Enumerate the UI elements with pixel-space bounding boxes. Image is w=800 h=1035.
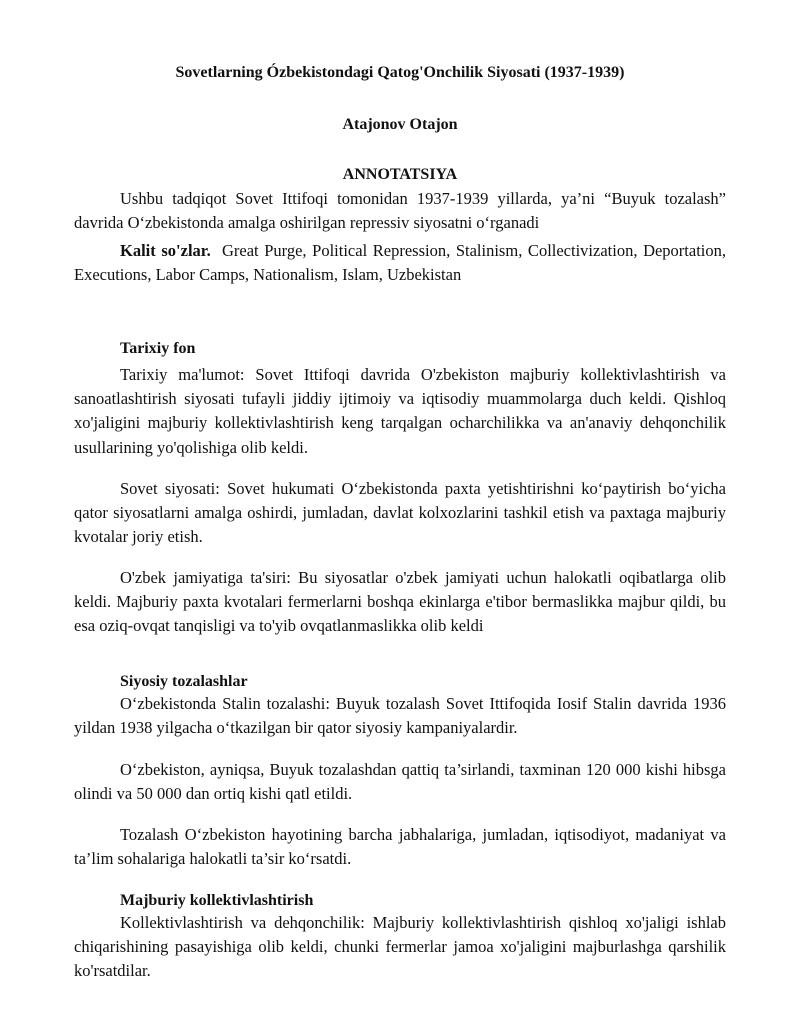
historical-paragraph-2: Sovet siyosati: Sovet hukumati O‘zbekistonda paxta yetishtirishni ko‘paytirish bo‘yicha qator siyosatlarni amalga oshirdi, jumladan, davlat kolxozlarini tashkil etish va paxtaga majburiy kvotalar joriy etish. [74, 479, 726, 547]
historical-paragraph-1: Tarixiy ma'lumot: Sovet Ittifoqi davrida O'zbekiston majburiy kollektivlashtirish va sanoatlashtirish siyosati tufayli jiddiy ijtimoiy va iqtisodiy muammolarga duch keldi. Qishloq xo'jaligini majburiy kollektivlashtirish keng tarqalgan ocharchilikka va an'anaviy dehqonchilik usullarining yo'qolishiga olib keldi. [74, 365, 726, 457]
section-heading-historical: Tarixiy fon [120, 340, 196, 357]
annotation-heading: ANNOTATSIYA [342, 166, 458, 183]
author-name: Atajonov Otajon [342, 116, 458, 133]
purges-paragraph-3: Tozalash O‘zbekiston hayotining barcha jabhalariga, jumladan, iqtisodiyot, madaniyat va ta’lim sohalariga halokatli ta’sir ko‘rsatdi. [74, 825, 726, 869]
section-heading-purges: Siyosiy tozalashlar [120, 673, 248, 690]
section-heading-collectivization: Majburiy kollektivlashtirish [120, 892, 314, 909]
purges-paragraph-1: O‘zbekistonda Stalin tozalashi: Buyuk tozalash Sovet Ittifoqida Iosif Stalin davrida 1936 yildan 1938 yilgacha o‘tkazilgan bir qator siyosiy kampaniyalardir. [74, 694, 726, 738]
paper-title: Sovetlarning Ózbekistondagi Qatog'Onchilik Siyosati (1937-1939) [175, 64, 625, 81]
historical-paragraph-3: O'zbek jamiyatiga ta'siri: Bu siyosatlar o'zbek jamiyati uchun halokatli oqibatlarga olib keldi. Majburiy paxta kvotalari fermerlarni boshqa ekinlarga e'tibor bermaslikka majbur qildi, bu esa oziq-ovqat tanqisligi va to'yib ovqatlanmaslikka olib keldi [74, 568, 726, 636]
keywords-list: Great Purge, Political Repression, Stalinism, Collectivization, Deportation, Executions, Labor Camps, Nationalism, Islam, Uzbekistan [74, 241, 726, 285]
collectivization-paragraph-1: Kollektivlashtirish va dehqonchilik: Majburiy kollektivlashtirish qishloq xo'jaligi ishlab chiqarishining pasayishiga olib keldi, chunki fermerlar jamoa xo'jaligini majburlashga qarshilik ko'rsatdilar. [74, 913, 726, 981]
annotation-text: Ushbu tadqiqot Sovet Ittifoqi tomonidan 1937-1939 yillarda, ya’ni “Buyuk tozalash” davrida O‘zbekistonda amalga oshirilgan repressiv siyosatni o‘rganadi [74, 189, 726, 233]
purges-paragraph-2: O‘zbekiston, ayniqsa, Buyuk tozalashdan qattiq ta’sirlandi, taxminan 120 000 kishi hibsga olindi va 50 000 dan ortiq kishi qatl etildi. [74, 760, 726, 804]
keywords-label: Kalit so'zlar. [120, 241, 211, 260]
keywords-paragraph [74, 239, 726, 287]
